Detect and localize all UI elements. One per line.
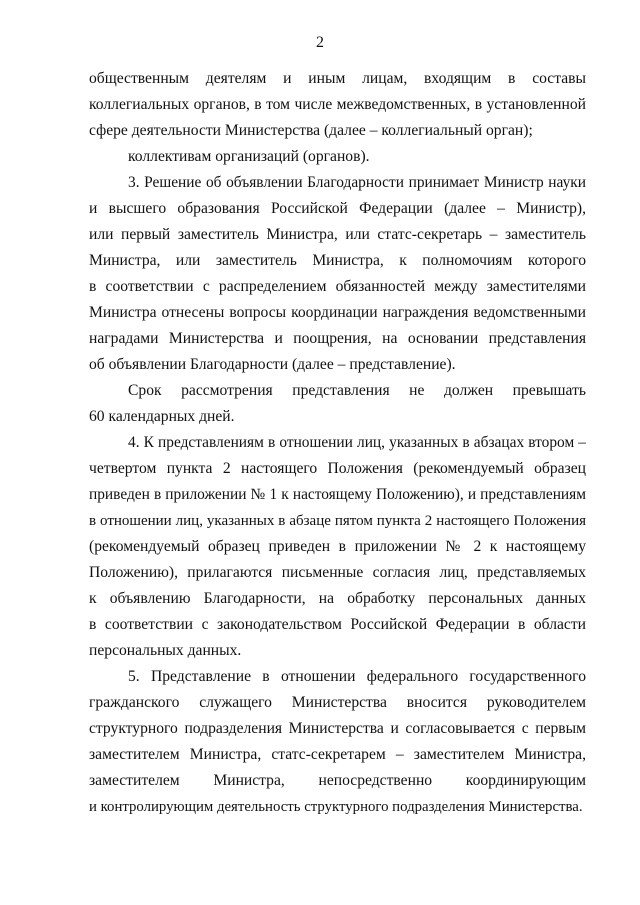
page-number: 2 — [316, 34, 324, 51]
text-line: наградами Министерства и поощрения, на основании представления — [89, 330, 586, 347]
text-line: персональных данных. — [89, 642, 242, 659]
text-line: Министра, или заместитель Министра, к полномочиям которого — [89, 252, 586, 269]
text-line: в соответствии с распределением обязанностей между заместителями — [89, 278, 586, 295]
text-line: и контролирующим деятельность структурного подразделения Министерства. — [89, 799, 583, 815]
text-line: в отношении лиц, указанных в абзаце пятом пункта 2 настоящего Положения — [89, 513, 586, 529]
text-line: или первый заместитель Министра, или статс-секретарь – заместитель — [89, 226, 586, 243]
text-line: 4. К представлениям в отношении лиц, указанных в абзацах втором – — [128, 434, 586, 451]
text-line: 60 календарных дней. — [89, 408, 235, 425]
text-line: к объявлению Благодарности, на обработку персональных данных — [89, 590, 586, 607]
text-line: (рекомендуемый образец приведен в приложении № 2 к настоящему — [89, 538, 586, 555]
text-line: Положению), прилагаются письменные согласия лиц, представляемых — [89, 564, 586, 581]
text-line: об объявлении Благодарности (далее – представление). — [89, 356, 456, 373]
text-line: коллективам организаций (органов). — [128, 148, 370, 165]
text-line: 3. Решение об объявлении Благодарности принимает Министр науки — [128, 174, 586, 191]
text-line: приведен в приложении № 1 к настоящему Положению), и представлениям — [89, 486, 586, 503]
text-line: и высшего образования Российской Федерации (далее – Министр), — [89, 200, 586, 217]
text-line: заместителем Министра, непосредственно координирующим — [89, 772, 586, 789]
text-line: заместителем Министра, статс-секретарем – заместителем Министра, — [89, 746, 586, 763]
text-line: Министра отнесены вопросы координации награждения ведомственными — [89, 304, 586, 321]
text-line: в соответствии с законодательством Российской Федерации в области — [89, 616, 586, 633]
text-line: гражданского служащего Министерства вносится руководителем — [89, 694, 586, 711]
text-line: Срок рассмотрения представления не должен превышать — [128, 382, 586, 399]
text-line: четвертом пункта 2 настоящего Положения (рекомендуемый образец — [89, 460, 586, 477]
text-line: структурного подразделения Министерства и согласовывается с первым — [89, 720, 586, 737]
text-line: сфере деятельности Министерства (далее – коллегиальный орган); — [89, 122, 533, 139]
text-line: общественным деятелям и иным лицам, входящим в составы — [89, 70, 586, 87]
text-line: 5. Представление в отношении федерального государственного — [128, 668, 586, 685]
text-line: коллегиальных органов, в том числе межведомственных, в установленной — [89, 96, 586, 113]
